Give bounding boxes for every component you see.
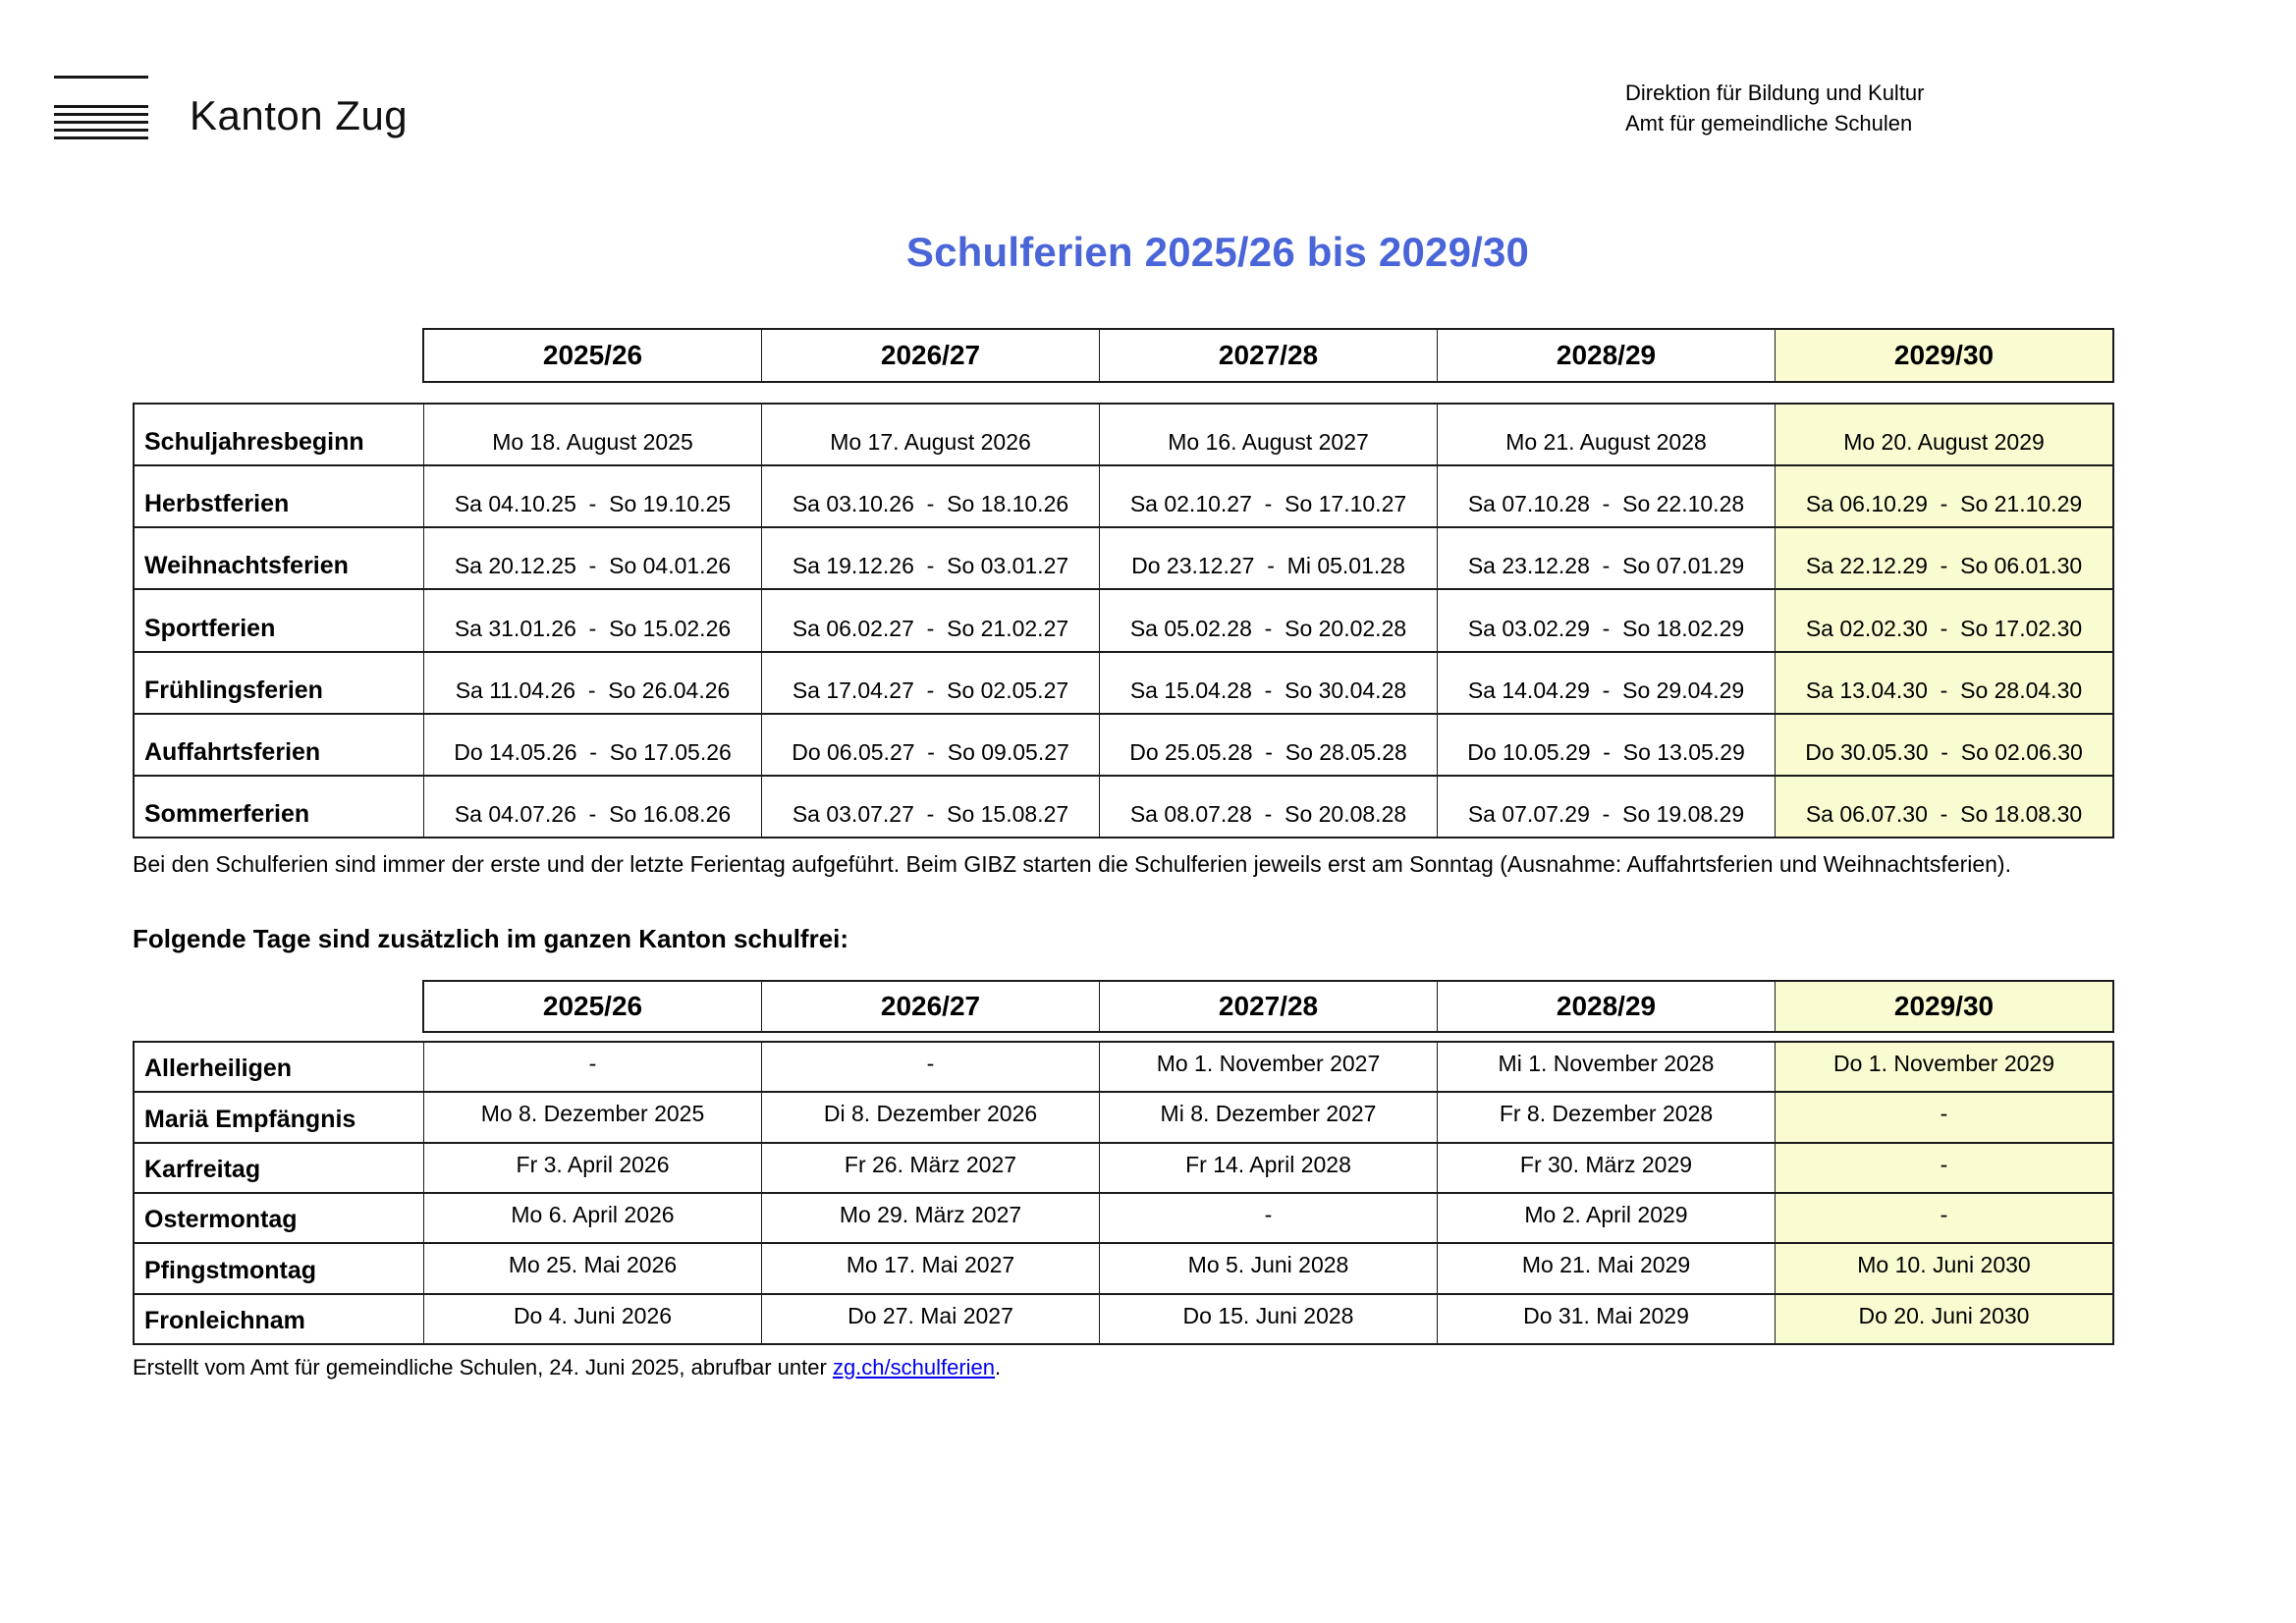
logo-line-icon xyxy=(54,121,148,124)
cell-value: - xyxy=(1776,1144,2112,1192)
cell-value: Fr 26. März 2027 xyxy=(762,1144,1100,1192)
cell-value: Sa 02.10.27 - So 17.10.27 xyxy=(1100,466,1438,526)
cell-value: Mo 21. August 2028 xyxy=(1438,405,1776,464)
logo-line-icon xyxy=(54,113,148,116)
holiday-table-year-header xyxy=(422,328,2114,383)
year-header-cell: 2029/30 xyxy=(1776,982,2112,1031)
logo-line-icon xyxy=(54,76,148,79)
logo-line-icon xyxy=(54,105,148,108)
cell-value: Mo 29. März 2027 xyxy=(762,1194,1100,1242)
table-row xyxy=(135,777,2112,837)
cell-value: Do 10.05.29 - So 13.05.29 xyxy=(1438,715,1776,775)
row-label: Frühlingsferien xyxy=(135,653,424,713)
cell-value: Do 4. Juni 2026 xyxy=(424,1295,762,1343)
cell-value: Do 27. Mai 2027 xyxy=(762,1295,1100,1343)
year-header-cell: 2028/29 xyxy=(1438,330,1776,381)
cell-value: Mo 17. August 2026 xyxy=(762,405,1100,464)
cell-value: Mo 18. August 2025 xyxy=(424,405,762,464)
table-row xyxy=(135,1194,2112,1244)
row-label: Herbstferien xyxy=(135,466,424,526)
cell-value: Do 20. Juni 2030 xyxy=(1776,1295,2112,1343)
cell-value: Sa 06.10.29 - So 21.10.29 xyxy=(1776,466,2112,526)
table-row xyxy=(135,590,2112,652)
cell-value: Fr 14. April 2028 xyxy=(1100,1144,1438,1192)
row-label: Ostermontag xyxy=(135,1194,424,1242)
cell-value: Sa 23.12.28 - So 07.01.29 xyxy=(1438,528,1776,588)
table-row xyxy=(135,653,2112,715)
cell-value: Sa 13.04.30 - So 28.04.30 xyxy=(1776,653,2112,713)
row-label: Fronleichnam xyxy=(135,1295,424,1343)
cell-value: Sa 22.12.29 - So 06.01.30 xyxy=(1776,528,2112,588)
cell-value: Fr 3. April 2026 xyxy=(424,1144,762,1192)
free-days-table xyxy=(133,1041,2114,1345)
row-label: Schuljahresbeginn xyxy=(135,405,424,464)
year-header-cell: 2026/27 xyxy=(762,982,1100,1031)
footer-text-before-link: Erstellt vom Amt für gemeindliche Schulen, 24. Juni 2025, abrufbar unter xyxy=(133,1355,833,1380)
year-header-cell: 2026/27 xyxy=(762,330,1100,381)
row-label: Karfreitag xyxy=(135,1144,424,1192)
table-row xyxy=(135,715,2112,777)
cell-value: Sa 14.04.29 - So 29.04.29 xyxy=(1438,653,1776,713)
cell-value: Sa 06.02.27 - So 21.02.27 xyxy=(762,590,1100,650)
cell-value: Sa 06.07.30 - So 18.08.30 xyxy=(1776,777,2112,837)
free-days-heading: Folgende Tage sind zusätzlich im ganzen Kanton schulfrei: xyxy=(133,924,849,953)
table-row xyxy=(135,1093,2112,1143)
cell-value: Do 23.12.27 - Mi 05.01.28 xyxy=(1100,528,1438,588)
cell-value: Fr 30. März 2029 xyxy=(1438,1144,1776,1192)
cell-value: Sa 03.02.29 - So 18.02.29 xyxy=(1438,590,1776,650)
cell-value: Sa 15.04.28 - So 30.04.28 xyxy=(1100,653,1438,713)
table-row xyxy=(135,1295,2112,1343)
cell-value: Sa 08.07.28 - So 20.08.28 xyxy=(1100,777,1438,837)
table-row xyxy=(135,528,2112,590)
cell-value: Mo 5. Juni 2028 xyxy=(1100,1244,1438,1292)
table-row xyxy=(135,1043,2112,1093)
cell-value: Di 8. Dezember 2026 xyxy=(762,1093,1100,1141)
cell-value: Sa 07.10.28 - So 22.10.28 xyxy=(1438,466,1776,526)
row-label: Pfingstmontag xyxy=(135,1244,424,1292)
row-label: Mariä Empfängnis xyxy=(135,1093,424,1141)
cell-value: Sa 07.07.29 - So 19.08.29 xyxy=(1438,777,1776,837)
cell-value: Mo 17. Mai 2027 xyxy=(762,1244,1100,1292)
cell-value: Mo 1. November 2027 xyxy=(1100,1043,1438,1091)
cell-value: Mi 8. Dezember 2027 xyxy=(1100,1093,1438,1141)
cell-value: Sa 03.10.26 - So 18.10.26 xyxy=(762,466,1100,526)
cell-value: Mo 2. April 2029 xyxy=(1438,1194,1776,1242)
cell-value: Mo 20. August 2029 xyxy=(1776,405,2112,464)
cell-value: Do 25.05.28 - So 28.05.28 xyxy=(1100,715,1438,775)
row-label: Sportferien xyxy=(135,590,424,650)
cell-value: Mo 6. April 2026 xyxy=(424,1194,762,1242)
footer-link[interactable]: zg.ch/schulferien xyxy=(832,1355,996,1380)
cell-value: Mo 10. Juni 2030 xyxy=(1776,1244,2112,1292)
free-days-year-header xyxy=(422,980,2114,1033)
cell-value: Sa 04.07.26 - So 16.08.26 xyxy=(424,777,762,837)
logo-wordmark: Kanton Zug xyxy=(190,92,409,138)
year-header-cell: 2027/28 xyxy=(1100,982,1438,1031)
year-header-cell: 2027/28 xyxy=(1100,330,1438,381)
cell-value: Mi 1. November 2028 xyxy=(1438,1043,1776,1091)
cell-value: Do 15. Juni 2028 xyxy=(1100,1295,1438,1343)
cell-value: Sa 03.07.27 - So 15.08.27 xyxy=(762,777,1100,837)
footer-text xyxy=(133,1355,1001,1380)
cell-value: Do 31. Mai 2029 xyxy=(1438,1295,1776,1343)
office-name: Amt für gemeindliche Schulen xyxy=(1625,111,1913,135)
department-block xyxy=(1625,78,1925,138)
cell-value: - xyxy=(1776,1093,2112,1141)
cell-value: - xyxy=(424,1043,762,1091)
table-note: Bei den Schulferien sind immer der erste und der letzte Ferientag aufgeführt. Beim GIBZ starten die Schulferien jeweils erst am Sonntag (Ausnahme: Auffahrtsferien und Weihnachtsferien). xyxy=(133,851,2011,877)
cell-value: Do 1. November 2029 xyxy=(1776,1043,2112,1091)
year-header-cell: 2025/26 xyxy=(424,330,762,381)
cell-value: - xyxy=(1100,1194,1438,1242)
logo-line-icon xyxy=(54,129,148,132)
row-label: Allerheiligen xyxy=(135,1043,424,1091)
cell-value: Sa 31.01.26 - So 15.02.26 xyxy=(424,590,762,650)
holiday-table xyxy=(133,403,2114,839)
cell-value: - xyxy=(1776,1194,2112,1242)
cell-value: Sa 04.10.25 - So 19.10.25 xyxy=(424,466,762,526)
cell-value: Mo 21. Mai 2029 xyxy=(1438,1244,1776,1292)
page-title: Schulferien 2025/26 bis 2029/30 xyxy=(905,229,1530,275)
department-name: Direktion für Bildung und Kultur xyxy=(1625,81,1925,105)
row-label: Sommerferien xyxy=(135,777,424,837)
cell-value: - xyxy=(762,1043,1100,1091)
table-row xyxy=(135,466,2112,528)
cell-value: Sa 11.04.26 - So 26.04.26 xyxy=(424,653,762,713)
logo-line-icon xyxy=(54,136,148,139)
table-row xyxy=(135,1144,2112,1194)
table-row xyxy=(135,405,2112,466)
year-header-cell: 2029/30 xyxy=(1776,330,2112,381)
year-header-cell: 2028/29 xyxy=(1438,982,1776,1031)
footer-text-after-link: . xyxy=(995,1355,1002,1380)
cell-value: Sa 17.04.27 - So 02.05.27 xyxy=(762,653,1100,713)
cell-value: Sa 20.12.25 - So 04.01.26 xyxy=(424,528,762,588)
cell-value: Sa 05.02.28 - So 20.02.28 xyxy=(1100,590,1438,650)
table-row xyxy=(135,1244,2112,1294)
cell-value: Do 30.05.30 - So 02.06.30 xyxy=(1776,715,2112,775)
cell-value: Sa 02.02.30 - So 17.02.30 xyxy=(1776,590,2112,650)
cell-value: Mo 8. Dezember 2025 xyxy=(424,1093,762,1141)
row-label: Auffahrtsferien xyxy=(135,715,424,775)
year-header-cell: 2025/26 xyxy=(424,982,762,1031)
cell-value: Do 06.05.27 - So 09.05.27 xyxy=(762,715,1100,775)
cell-value: Fr 8. Dezember 2028 xyxy=(1438,1093,1776,1141)
cell-value: Mo 25. Mai 2026 xyxy=(424,1244,762,1292)
cell-value: Do 14.05.26 - So 17.05.26 xyxy=(424,715,762,775)
cell-value: Sa 19.12.26 - So 03.01.27 xyxy=(762,528,1100,588)
cell-value: Mo 16. August 2027 xyxy=(1100,405,1438,464)
row-label: Weihnachtsferien xyxy=(135,528,424,588)
